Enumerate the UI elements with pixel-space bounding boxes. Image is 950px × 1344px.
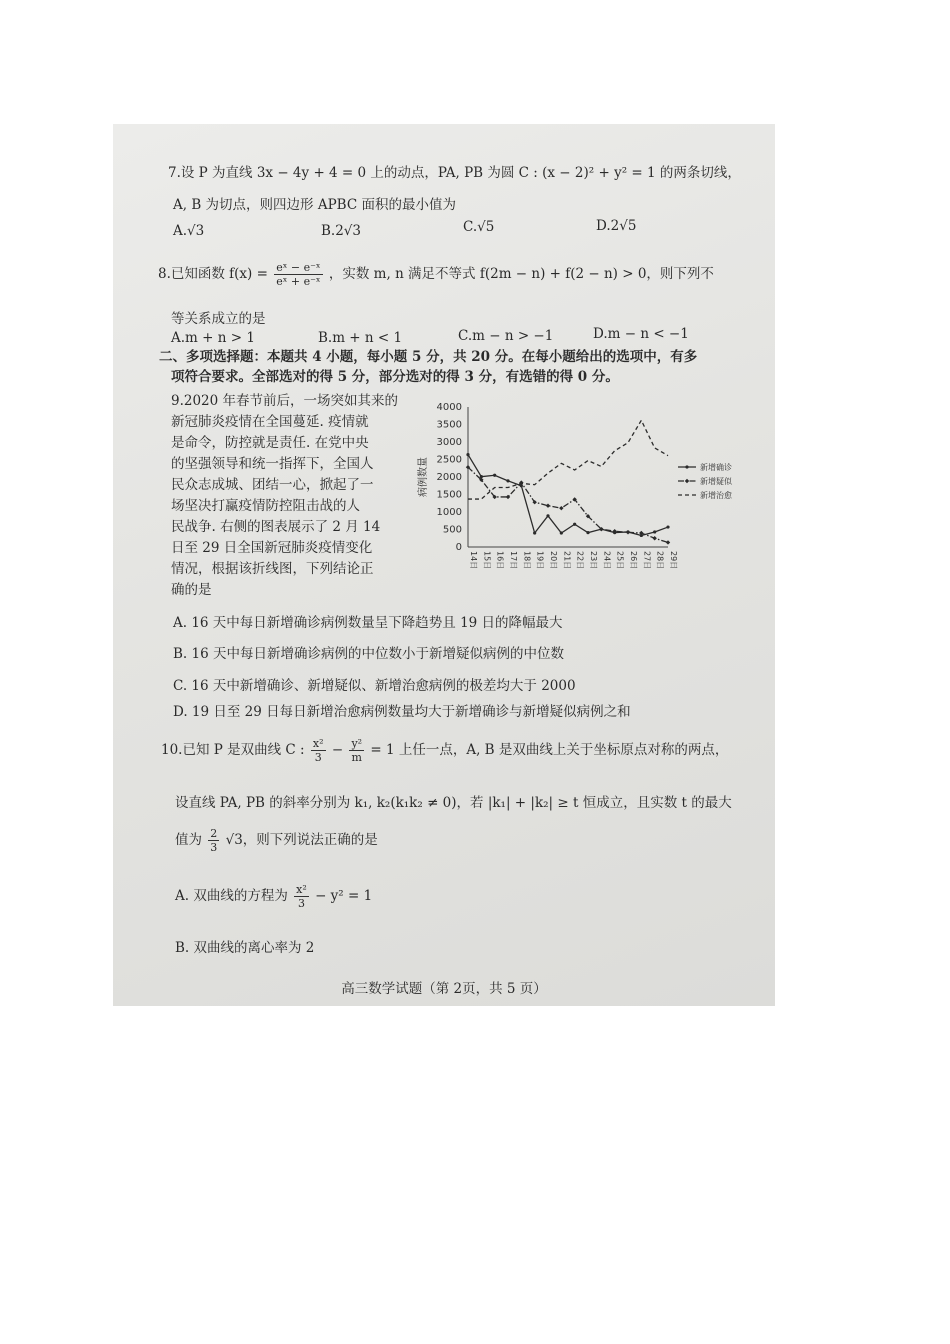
q10-value-suffix: √3，则下列说法正确的是 (225, 832, 378, 848)
q10-option-a-frac (294, 883, 309, 910)
data-point-新增确诊 (493, 474, 496, 477)
q9-line: 民众志成城、团结一心，掀起了一 (171, 477, 374, 493)
q7-stem-2: A, B 为切点，则四边形 APBC 面积的最小值为 (173, 197, 456, 213)
x-tick-label: 20日 (549, 551, 558, 570)
q10-option-a-rest: − y² = 1 (315, 888, 373, 904)
q9-option-d: D. 19 日至 29 日每日新增治愈病例数量均大于新增确诊与新增疑似病例之和 (173, 704, 631, 720)
q7-stem: 7.设 P 为直线 3x − 4y + 4 = 0 上的动点，PA, PB 为圆 C : (x − 2)² + y² = 1 的两条切线， (168, 165, 741, 181)
legend-label: 新增确诊 (700, 463, 732, 472)
data-point-新增确诊 (560, 531, 563, 534)
q8-option-a: A.m + n > 1 (171, 330, 255, 346)
y-tick-label: 1000 (436, 507, 462, 518)
data-point-新增确诊 (506, 479, 509, 482)
legend-marker (685, 479, 689, 483)
q8-stem (158, 259, 714, 289)
q8-option-b: B.m + n < 1 (318, 330, 403, 346)
q9-option-a: A. 16 天中每日新增确诊病例数量呈下降趋势且 19 日的降幅最大 (173, 615, 563, 631)
x-tick-label: 17日 (509, 551, 518, 570)
page-footer: 高三数学试题（第 2页，共 5 页） (341, 981, 547, 997)
data-point-新增疑似 (626, 530, 630, 534)
y-tick-label: 4000 (436, 402, 462, 413)
q8-prefix: 8.已知函数 f(x) = (158, 266, 268, 282)
x-tick-label: 15日 (482, 551, 492, 570)
x-tick-label: 22日 (575, 551, 585, 570)
series-line-新增疑似 (468, 467, 668, 542)
q7-option-c: C.√5 (463, 219, 495, 235)
data-point-新增疑似 (506, 495, 510, 499)
q7-option-b: B.2√3 (321, 223, 361, 239)
x-tick-label: 18日 (522, 551, 532, 570)
x-tick-label: 29日 (669, 551, 678, 570)
q9-line: 是命令，防控就是责任. 在党中央 (171, 435, 369, 451)
q10-frac-two-thirds (208, 827, 219, 854)
y-tick-label: 3000 (436, 437, 462, 448)
y-tick-label: 2000 (436, 472, 462, 483)
q8-option-c: C.m − n > −1 (458, 328, 554, 344)
data-point-新增确诊 (546, 514, 549, 517)
document-photo (113, 124, 775, 1006)
q10-value-label: 值为 (175, 832, 202, 848)
data-point-新增疑似 (559, 506, 563, 510)
x-tick-label: 23日 (589, 551, 598, 570)
data-point-新增疑似 (666, 540, 670, 544)
y-tick-label: 1500 (436, 489, 462, 501)
q9-line: 的坚强领导和统一指挥下，全国人 (171, 456, 374, 472)
q10-option-a-num: x² (296, 883, 307, 896)
q8-frac-den: eˣ + e⁻ˣ (276, 275, 321, 288)
q8-stem-2: 等关系成立的是 (171, 311, 266, 327)
q10-frac-y (349, 737, 364, 764)
data-point-新增确诊 (466, 453, 469, 456)
q10-frac3-num: 2 (210, 827, 218, 840)
data-point-新增确诊 (653, 530, 656, 533)
q10-option-b: B. 双曲线的离心率为 2 (175, 940, 315, 956)
q10-frac-x-num: x² (312, 737, 324, 750)
q10-frac-y-num: y² (351, 737, 363, 750)
x-tick-label: 26日 (629, 551, 638, 570)
y-tick-label: 2500 (436, 454, 462, 466)
y-tick-label: 500 (442, 524, 462, 536)
q9-line: 9.2020 年春节前后，一场突如其来的 (171, 393, 399, 409)
q8-option-d: D.m − n < −1 (593, 326, 689, 342)
q9-line: 确的是 (171, 582, 212, 598)
q10-frac-x-den: 3 (314, 751, 322, 764)
q10-suffix: = 1 上任一点，A, B 是双曲线上关于坐标原点对称的两点， (370, 742, 729, 758)
q8-fraction (274, 261, 322, 288)
data-point-新增疑似 (652, 536, 656, 540)
q9-line: 场坚决打赢疫情防控阻击战的人 (171, 498, 360, 514)
q8-suffix: ，实数 m, n 满足不等式 f(2m − n) + f(2 − n) > 0，则下列不 (328, 266, 714, 282)
x-tick-label: 16日 (495, 551, 505, 570)
section-2-heading-2: 项符合要求。全部选对的得 5 分，部分选对的得 3 分，有选错的得 0 分。 (171, 369, 619, 385)
q9-line: 新冠肺炎疫情在全国蔓延. 疫情就 (171, 414, 369, 430)
q10-frac-y-den: m (351, 751, 362, 764)
q10-option-a-label: A. 双曲线的方程为 (175, 888, 288, 904)
epidemic-line-chart (408, 397, 738, 582)
section-2-heading: 二、多项选择题：本题共 4 小题，每小题 5 分，共 20 分。在每小题给出的选项中，有多 (159, 349, 698, 365)
y-tick-label: 0 (455, 542, 462, 553)
q10-stem-3 (175, 824, 378, 856)
x-tick-label: 21日 (562, 551, 572, 570)
x-tick-label: 24日 (602, 551, 612, 570)
q8-frac-num: eˣ − e⁻ˣ (276, 261, 321, 274)
data-point-新增确诊 (533, 531, 536, 534)
legend-marker (685, 465, 688, 468)
x-tick-label: 19日 (535, 551, 545, 570)
series-line-新增治愈 (468, 420, 668, 499)
data-point-新增疑似 (546, 504, 550, 508)
q10-stem (161, 734, 728, 766)
q10-option-a (175, 880, 372, 912)
q10-prefix: 10.已知 P 是双曲线 C : (161, 742, 305, 758)
q10-minus: − (331, 742, 344, 758)
q10-option-a-den: 3 (297, 897, 305, 910)
legend-label: 新增治愈 (700, 491, 732, 500)
y-tick-label: 3500 (436, 419, 462, 431)
x-tick-label: 28日 (655, 551, 665, 570)
q7-option-d: D.2√5 (596, 218, 637, 234)
y-axis-label: 病例数量 (418, 457, 429, 497)
q9-option-b: B. 16 天中每日新增确诊病例的中位数小于新增疑似病例的中位数 (173, 646, 564, 662)
q9-option-c: C. 16 天中新增确诊、新增疑似、新增治愈病例的极差均大于 2000 (173, 678, 576, 694)
data-point-新增确诊 (666, 525, 669, 528)
q9-line: 日至 29 日全国新冠肺炎疫情变化 (171, 540, 373, 556)
x-tick-label: 27日 (642, 551, 652, 570)
q7-option-a: A.√3 (173, 223, 205, 239)
q10-frac-x (311, 737, 326, 764)
q9-line: 民战争. 右侧的图表展示了 2 月 14 (171, 519, 381, 535)
x-tick-label: 25日 (615, 551, 625, 570)
q10-frac3-den: 3 (210, 841, 218, 854)
q10-stem-2: 设直线 PA, PB 的斜率分别为 k₁, k₂(k₁k₂ ≠ 0)，若 |k₁| + |k₂| ≥ t 恒成立，且实数 t 的最大 (175, 795, 732, 811)
data-point-新增确诊 (573, 523, 576, 526)
data-point-新增确诊 (586, 531, 589, 534)
x-tick-label: 14日 (469, 551, 478, 570)
legend-label: 新增疑似 (700, 477, 732, 486)
q9-line: 情况，根据该折线图，下列结论正 (171, 561, 374, 577)
